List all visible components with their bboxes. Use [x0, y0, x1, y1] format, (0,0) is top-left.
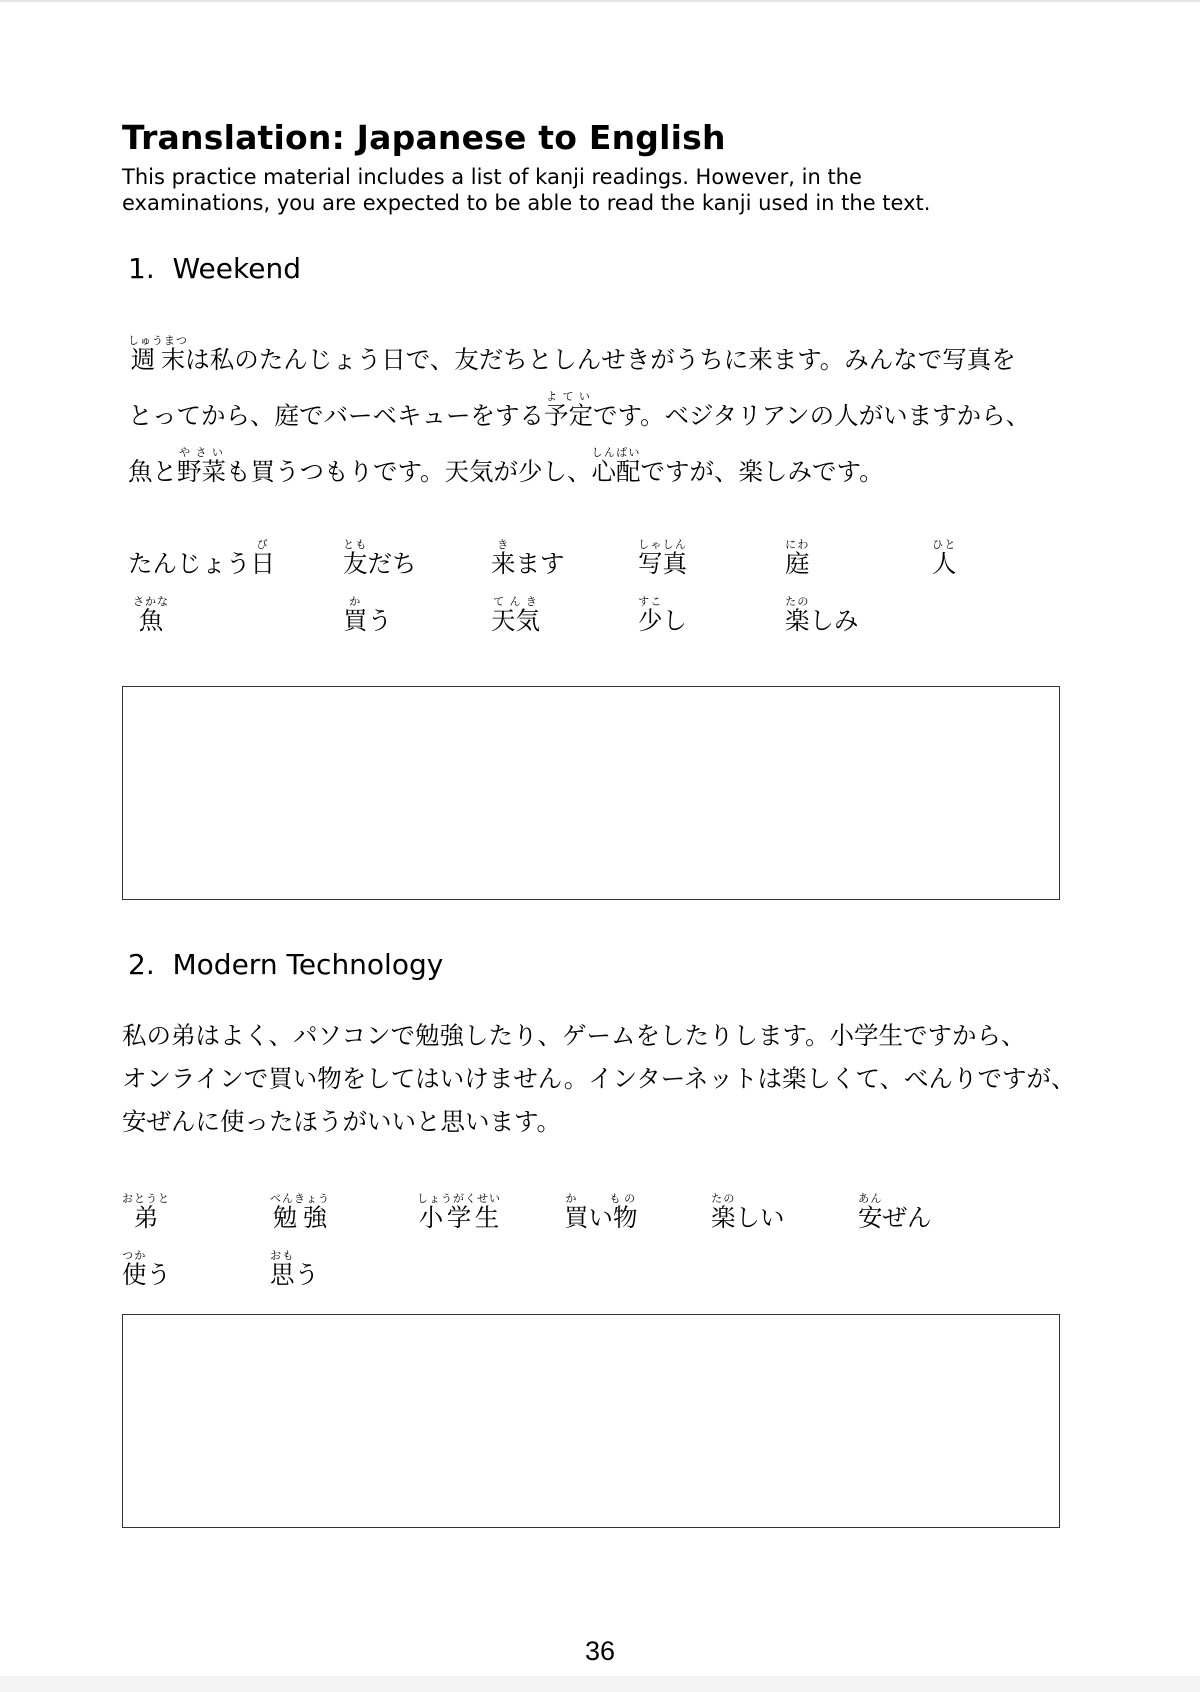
kanji-with-furigana: 週末しゅうまつ	[128, 334, 188, 374]
vocab-kanji: 楽たの	[785, 595, 810, 635]
passage-line: オンラインで買い物をしてはいけません。インターネットは楽しくて、べんりですが、	[122, 1064, 1076, 1093]
passage-line: 週末しゅうまつは私のたんじょう日で、友だちとしんせきがうちに来ます。みんなで写真を	[128, 334, 1016, 374]
furigana-reading: しんぱい	[591, 446, 641, 459]
furigana-reading: か	[343, 595, 368, 608]
vocab-item: 少すこし	[638, 595, 687, 635]
vocab-kanji: 思おも	[270, 1249, 295, 1289]
passage-line: 魚と野菜やさいも買うつもりです。天気が少し、心配しんぱいですが、楽しみです。	[128, 446, 884, 486]
passage-line: とってから、庭でバーベキューをする予定よていです。ベジタリアンの人がいますから、	[128, 390, 1031, 430]
vocab-kanji: 人ひと	[932, 538, 957, 578]
vocab-item	[564, 1192, 638, 1234]
furigana-reading: にわ	[785, 538, 810, 551]
vocab-item	[491, 595, 540, 637]
furigana-reading: き	[491, 538, 516, 551]
furigana-reading: ひと	[932, 538, 957, 551]
vocab-kanji: 小学生しょうがくせい	[417, 1192, 501, 1232]
vocab-item: 使つかう	[122, 1249, 171, 1289]
vocab-kanji: 買い物か もの	[564, 1192, 638, 1232]
vocab-item: 友ともだち	[343, 538, 417, 578]
vocab-item	[932, 538, 957, 580]
furigana-reading: あん	[858, 1192, 883, 1205]
vocab-kanji: 買か	[343, 595, 368, 635]
vocab-kanji: 友とも	[343, 538, 368, 578]
section-1-passage	[128, 332, 1030, 500]
furigana-reading: しょうがくせい	[417, 1192, 501, 1205]
answer-box-1[interactable]	[122, 686, 1060, 900]
vocab-item	[122, 1192, 170, 1234]
furigana-reading: び	[250, 538, 275, 551]
page-title: Translation: Japanese to English	[122, 118, 726, 157]
furigana-reading: か もの	[564, 1192, 638, 1205]
vocab-item	[270, 1192, 330, 1234]
furigana-reading: やさい	[177, 446, 226, 459]
vocab-kanji: 少すこ	[638, 595, 663, 635]
vocab-item	[417, 1192, 501, 1234]
kanji-with-furigana: 予定よてい	[544, 390, 594, 430]
furigana-reading: たの	[711, 1192, 736, 1205]
furigana-reading: しゅうまつ	[128, 334, 188, 347]
vocab-kanji: 写真しゃしん	[638, 538, 687, 578]
furigana-reading: たの	[785, 595, 810, 608]
section-2-passage	[122, 1014, 1076, 1143]
furigana-reading: とも	[343, 538, 368, 551]
page-number: 36	[584, 1636, 616, 1666]
vocab-item: 楽たのしい	[711, 1192, 785, 1232]
furigana-reading: てんき	[491, 595, 540, 608]
vocab-item	[133, 595, 169, 637]
vocab-kanji: 来き	[491, 538, 516, 578]
vocab-kanji: 楽たの	[711, 1192, 736, 1232]
furigana-reading: すこ	[638, 595, 663, 608]
vocab-kanji: 天気てんき	[491, 595, 540, 635]
vocab-kanji: 日び	[250, 538, 275, 578]
intro-text: This practice material includes a list of kanji readings. However, in the examinations, you are expected to be able to read the kanji used in the text.	[122, 165, 931, 215]
furigana-reading: つか	[122, 1249, 147, 1262]
vocab-kanji: 庭にわ	[785, 538, 810, 578]
vocab-item: 安あんぜん	[858, 1192, 932, 1232]
vocab-kanji: 勉強べんきょう	[270, 1192, 330, 1232]
vocab-item: 来きます	[491, 538, 565, 578]
vocab-item: 思おもう	[270, 1249, 319, 1289]
section-2-heading: 2. Modern Technology	[128, 948, 444, 981]
vocab-kanji: 使つか	[122, 1249, 147, 1289]
kanji-with-furigana: 野菜やさい	[177, 446, 226, 486]
page-top-border	[0, 0, 1200, 2]
vocab-item: 楽たのしみ	[785, 595, 859, 635]
section-1-heading: 1. Weekend	[128, 252, 301, 285]
furigana-reading: おとうと	[122, 1192, 170, 1205]
furigana-reading: おも	[270, 1249, 295, 1262]
vocab-kanji: 魚さかな	[133, 595, 169, 635]
vocab-item	[638, 538, 687, 580]
vocab-kanji: 安あん	[858, 1192, 883, 1232]
vocab-item	[785, 538, 810, 580]
furigana-reading: べんきょう	[270, 1192, 330, 1205]
vocab-kanji: 弟おとうと	[122, 1192, 170, 1232]
passage-line: 安ぜんに使ったほうがいいと思います。	[122, 1107, 562, 1136]
answer-box-2[interactable]	[122, 1314, 1060, 1528]
furigana-reading: しゃしん	[638, 538, 687, 551]
page-bottom-band	[0, 1676, 1200, 1692]
passage-line: 私の弟はよく、パソコンで勉強したり、ゲームをしたりします。小学生ですから、	[122, 1021, 1026, 1050]
furigana-reading: よてい	[544, 390, 593, 403]
vocab-item: 買かう	[343, 595, 392, 635]
furigana-reading: さかな	[133, 595, 169, 608]
kanji-with-furigana: 心配しんぱい	[591, 446, 641, 486]
vocab-item: たんじょう日び	[128, 538, 275, 578]
